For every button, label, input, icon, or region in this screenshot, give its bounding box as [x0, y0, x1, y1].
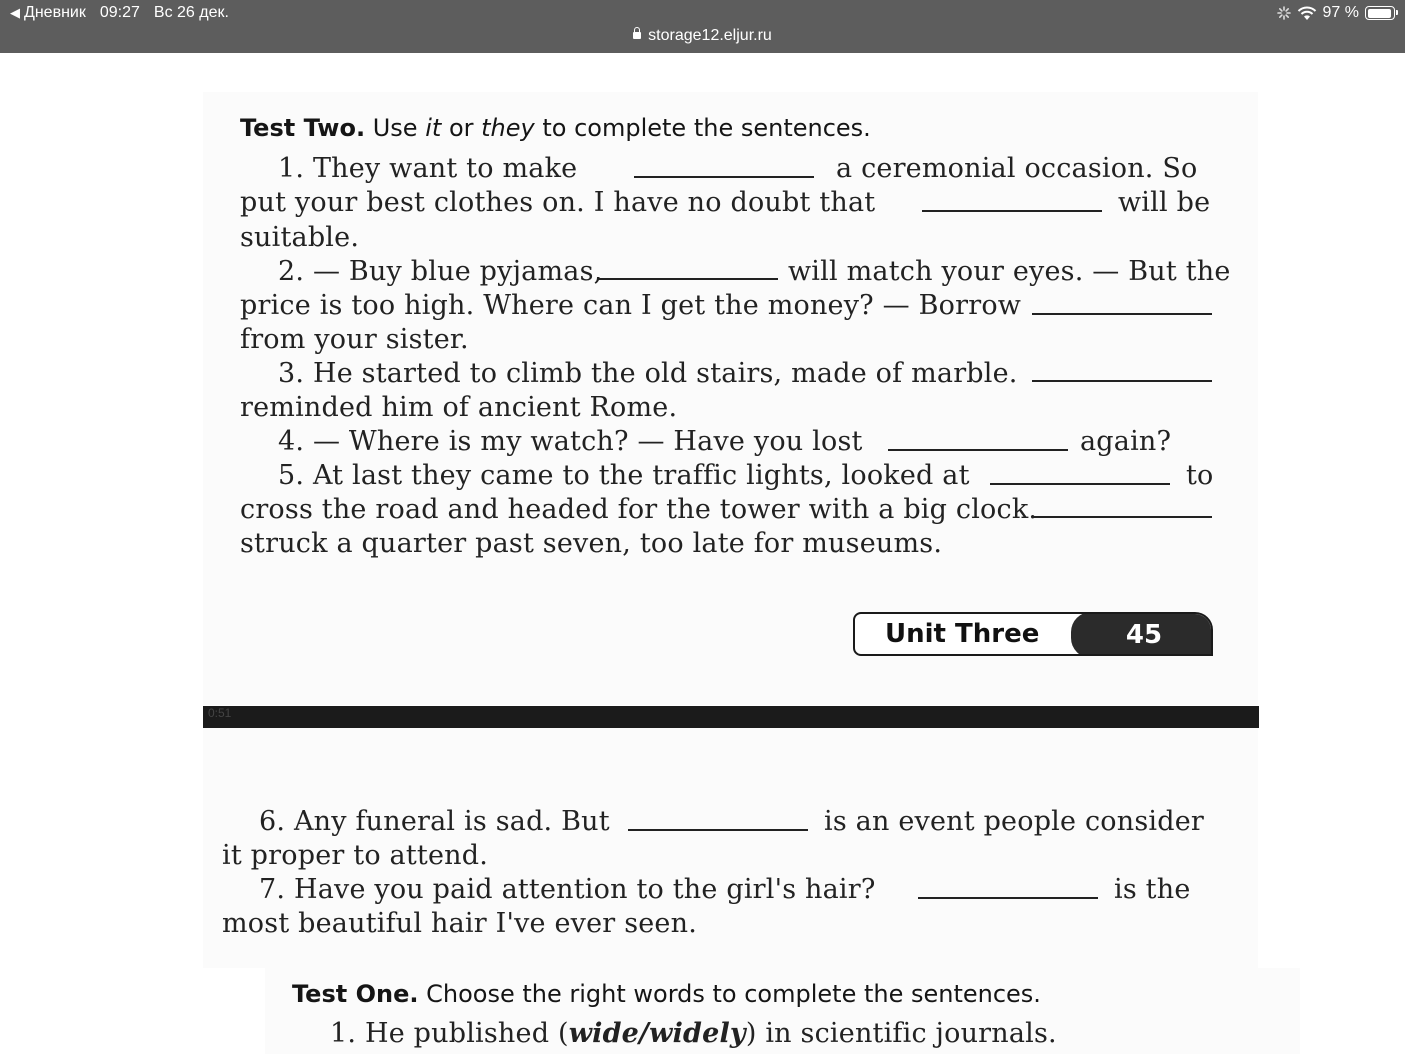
sentence-line: it proper to attend.	[222, 840, 488, 871]
sentence-line: 1. They want to make	[278, 153, 578, 184]
sentence-line: 6. Any funeral is sad. But	[259, 806, 610, 837]
scan-divider	[203, 706, 1259, 728]
answer-blank	[634, 176, 814, 178]
word-it: it	[425, 114, 442, 142]
sentence-line: reminded him of ancient Rome.	[240, 392, 678, 423]
test-one-instruction: Choose the right words to complete the sentences.	[426, 980, 1041, 1008]
answer-blank	[628, 829, 808, 831]
address-bar[interactable]	[0, 27, 1405, 45]
sentence-line: will be	[1118, 187, 1211, 218]
test-one-heading	[292, 980, 1041, 1008]
answer-blank	[990, 483, 1170, 485]
battery-percent: 97 %	[1322, 4, 1359, 21]
browser-top-bar	[0, 0, 1405, 53]
sentence-line: suitable.	[240, 222, 360, 253]
word-they: they	[481, 114, 535, 142]
back-app-link[interactable]: Дневник	[24, 4, 86, 21]
sentence-line: is the	[1114, 874, 1191, 905]
sentence-line: struck a quarter past seven, too late for museums.	[240, 528, 943, 559]
status-bar-right	[1271, 4, 1395, 22]
instruction-text-end: to complete the sentences.	[542, 114, 871, 142]
answer-blank	[1032, 380, 1212, 382]
sentence-line: most beautiful hair I've ever seen.	[222, 908, 697, 939]
answer-blank	[922, 210, 1102, 212]
unit-title: Unit Three	[885, 619, 1040, 649]
wifi-icon	[1297, 6, 1317, 21]
answer-blank	[1032, 313, 1212, 315]
sentence-line: cross the road and headed for the tower with a big clock.	[240, 494, 1038, 525]
answer-blank	[1032, 516, 1212, 518]
url-text: storage12.eljur.ru	[648, 27, 772, 44]
sentence-line: price is too high. Where can I get the money? — Borrow	[240, 290, 1022, 321]
battery-icon	[1365, 6, 1395, 20]
word-or: or	[448, 114, 474, 142]
sentence-part: 1. He published (	[330, 1018, 569, 1049]
status-bar-left	[10, 4, 243, 22]
sentence-line: to	[1186, 460, 1214, 491]
sentence-line: will match your eyes. — But the	[788, 256, 1231, 287]
sentence-line: 5. At last they came to the traffic lights, looked at	[278, 460, 970, 491]
sentence-line: is an event people consider	[824, 806, 1204, 837]
sentence-line: 2. — Buy blue pyjamas,	[278, 256, 603, 287]
back-arrow-icon[interactable]: ◀	[10, 5, 20, 20]
sentence-part: ) in scientific journals.	[745, 1018, 1057, 1049]
sentence-line: again?	[1080, 426, 1172, 457]
answer-blank	[888, 449, 1068, 451]
page-number: 45	[1071, 612, 1213, 656]
word-options: wide/widely	[568, 1018, 746, 1049]
instruction-text: Use	[372, 114, 418, 142]
sentence-line: put your best clothes on. I have no doubt that	[240, 187, 876, 218]
sentence-line: 7. Have you paid attention to the girl's hair?	[259, 874, 876, 905]
sentence-line: a ceremonial occasion. So	[836, 153, 1198, 184]
status-date: Вс 26 дек.	[153, 4, 229, 21]
answer-blank	[598, 278, 778, 280]
activity-spinner-icon	[1277, 6, 1291, 20]
test-one-label: Test One.	[292, 980, 419, 1008]
sentence-line	[330, 1018, 1057, 1049]
test-two-label: Test Two.	[240, 114, 366, 142]
sentence-line: from your sister.	[240, 324, 469, 355]
divider-text: 0:51	[208, 706, 232, 720]
sentence-line: 4. — Where is my watch? — Have you lost	[278, 426, 863, 457]
unit-tab	[853, 612, 1213, 656]
test-two-heading	[240, 114, 871, 142]
status-time: 09:27	[99, 4, 140, 21]
lock-icon	[633, 32, 641, 39]
answer-blank	[918, 897, 1098, 899]
sentence-line: 3. He started to climb the old stairs, made of marble.	[278, 358, 1018, 389]
